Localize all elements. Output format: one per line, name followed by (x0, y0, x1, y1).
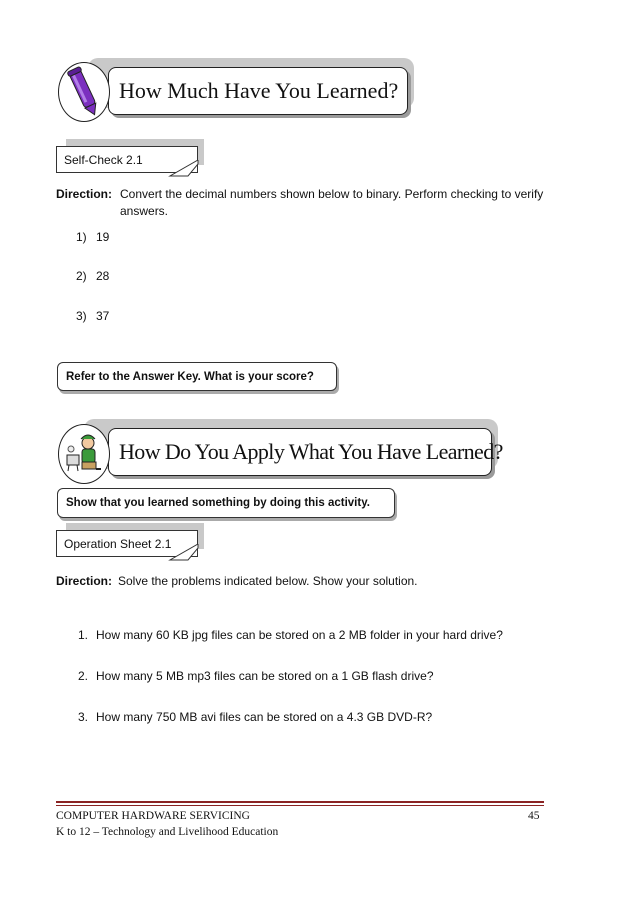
direction-label: Direction: (56, 574, 113, 588)
pen-icon (59, 63, 109, 121)
tab-fold-icon (168, 544, 200, 562)
direction-text-line1: Convert the decimal numbers shown below to binary. Perform checking to verify (120, 187, 544, 201)
tab-fold-icon (168, 160, 200, 178)
direction-text: Solve the problems indicated below. Show your solution. (118, 574, 418, 588)
footer-page-number: 45 (528, 810, 540, 822)
problem-number: 2. (78, 669, 89, 683)
footer-course: COMPUTER HARDWARE SERVICING (56, 810, 250, 822)
problem-item: How many 5 MB mp3 files can be stored on a 1 GB flash drive? (96, 669, 434, 683)
score-prompt-box (57, 362, 337, 391)
person-working-icon (59, 425, 109, 483)
score-prompt: Refer to the Answer Key. What is your score? (66, 371, 314, 383)
problem-number: 1. (78, 628, 89, 642)
list-item-number: 1) (76, 230, 87, 244)
banner-title: How Much Have You Learned? (119, 78, 399, 103)
operation-sheet-label: Operation Sheet 2.1 (64, 537, 172, 551)
list-item-number: 3) (76, 309, 87, 323)
problem-item: How many 60 KB jpg files can be stored on a 2 MB folder in your hard drive? (96, 628, 503, 642)
figure-icon-circle (58, 424, 110, 484)
activity-prompt-box (57, 488, 395, 518)
section-banner-learned (108, 67, 408, 115)
list-item-number: 2) (76, 269, 87, 283)
banner-title: How Do You Apply What You Have Learned? (119, 439, 503, 464)
list-item: 19 (96, 230, 110, 244)
section-banner-apply (108, 428, 503, 476)
list-item: 28 (96, 269, 110, 283)
problem-number: 3. (78, 710, 89, 724)
footer-rule (56, 801, 544, 803)
direction-label: Direction: (56, 187, 113, 201)
problem-item: How many 750 MB avi files can be stored on a 4.3 GB DVD-R? (96, 710, 433, 724)
footer-rule-thin (56, 805, 544, 806)
direction-text-line2: answers. (120, 204, 169, 218)
activity-prompt: Show that you learned something by doing this activity. (66, 497, 370, 509)
pen-icon-circle (58, 62, 110, 122)
self-check-label: Self-Check 2.1 (64, 153, 143, 167)
list-item: 37 (96, 309, 110, 323)
footer-subtitle: K to 12 – Technology and Livelihood Education (56, 826, 279, 838)
